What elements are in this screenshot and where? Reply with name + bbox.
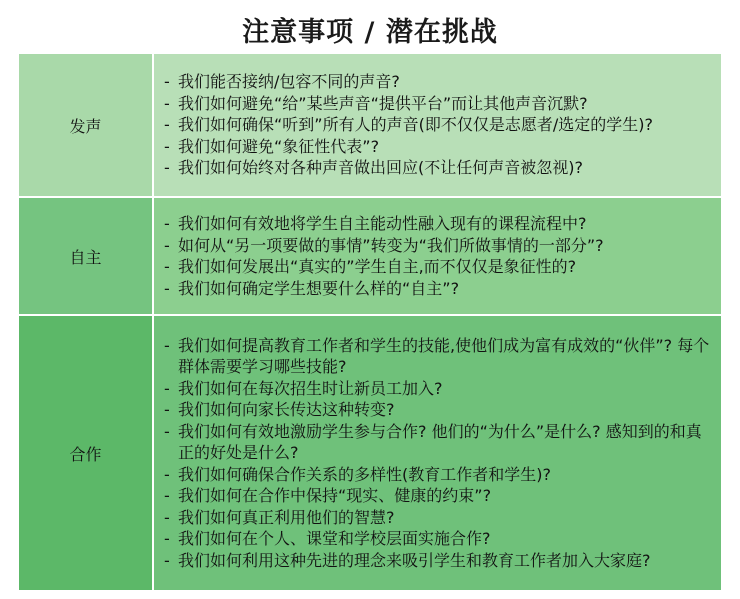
list-item: - 我们如何在个人、课堂和学校层面实施合作? [164,528,713,550]
row-label-agency: 自主 [18,197,153,315]
row-label-partnership: 合作 [18,315,153,591]
list-item: - 如何从“另一项要做的事情”转变为“我们所做事情的一部分”? [164,235,713,257]
table-row-partnership [18,315,722,591]
list-item: - 我们如何向家长传达这种转变? [164,399,713,421]
list-item: - 我们如何利用这种先进的理念来吸引学生和教育工作者加入大家庭? [164,550,713,572]
list-item: - 我们如何有效地将学生自主能动性融入现有的课程流程中? [164,213,713,235]
list-item: - 我们能否接纳/包容不同的声音? [164,71,713,93]
challenges-table [17,52,723,592]
page-title: 注意事项 / 潜在挑战 [242,17,498,48]
list-item: - 我们如何避免“象征性代表”? [164,136,713,158]
list-item: - 我们如何有效地激励学生参与合作? 他们的“为什么”是什么? 感知到的和真正的好处是什么? [164,421,713,464]
list-item: - 我们如何确定学生想要什么样的“自主”? [164,278,713,300]
list-item: - 我们如何提高教育工作者和学生的技能,使他们成为富有成效的“伙伴”? 每个群体需要学习哪些技能? [164,335,713,378]
row-content-agency [153,197,722,315]
partnership-item-list [164,335,713,572]
list-item: - 我们如何发展出“真实的”学生自主,而不仅仅是象征性的? [164,256,713,278]
list-item: - 我们如何真正利用他们的智慧? [164,507,713,529]
list-item: - 我们如何避免“给”某些声音“提供平台”而让其他声音沉默? [164,93,713,115]
list-item: - 我们如何在每次招生时让新员工加入? [164,378,713,400]
list-item: - 我们如何确保“听到”所有人的声音(即不仅仅是志愿者/选定的学生)? [164,114,713,136]
list-item: - 我们如何在合作中保持“现实、健康的约束”? [164,485,713,507]
list-item: - 我们如何始终对各种声音做出回应(不让任何声音被忽视)? [164,157,713,179]
row-content-voice [153,53,722,197]
row-label-voice: 发声 [18,53,153,197]
table-row-agency [18,197,722,315]
list-item: - 我们如何确保合作关系的多样性(教育工作者和学生)? [164,464,713,486]
row-content-partnership [153,315,722,591]
agency-item-list [164,213,713,299]
table-row-voice [18,53,722,197]
voice-item-list [164,71,713,179]
